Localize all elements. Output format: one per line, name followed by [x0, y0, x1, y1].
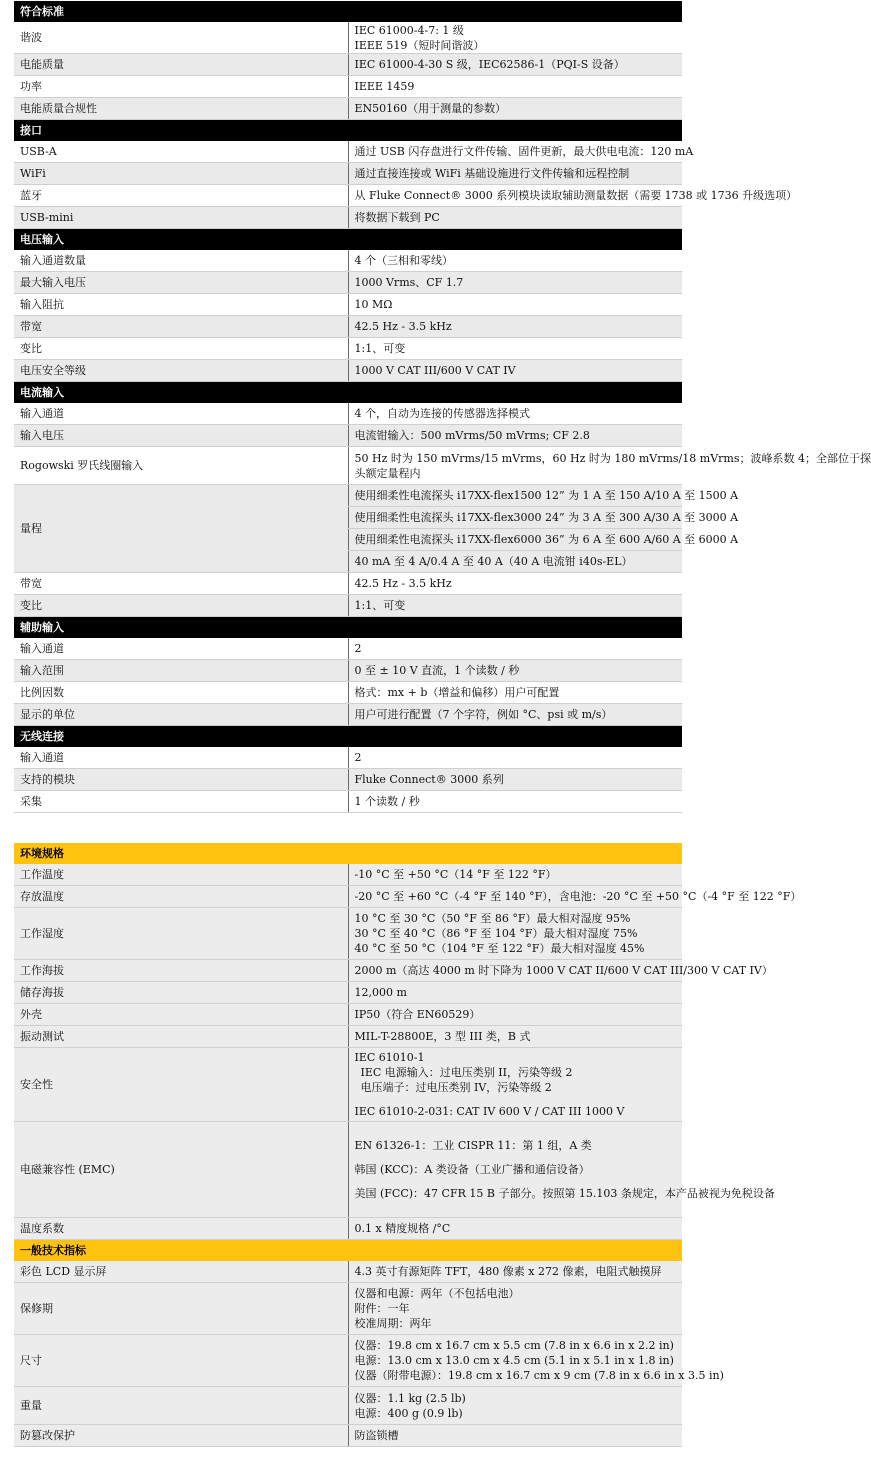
spec-value-line: 头额定量程内: [354, 466, 421, 480]
spec-value-line: 42.5 Hz - 3.5 kHz: [354, 320, 452, 333]
spec-value-line: IEC 61000-4-7: 1 级: [354, 23, 464, 37]
spec-value: [348, 1283, 682, 1335]
spec-row: [14, 747, 682, 769]
spec-label: 输入通道: [14, 747, 348, 769]
spec-row: [14, 769, 682, 791]
section-header-row: [14, 1, 682, 22]
spec-value: [348, 316, 682, 338]
spec-value: [348, 272, 682, 294]
spec-label: WiFi: [14, 163, 348, 185]
spec-row: [14, 163, 682, 185]
spec-value-line: 美国 (FCC)：47 CFR 15 B 子部分。按照第 15.103 条规定，本产品被视为免税设备: [354, 1187, 775, 1200]
spec-value: [348, 1335, 724, 1387]
spec-value: [348, 573, 682, 595]
spec-value-line: 电源：13.0 cm x 13.0 cm x 4.5 cm (5.1 in x 5.1 in x 1.8 in): [354, 1354, 674, 1367]
spec-value: [348, 76, 682, 98]
spec-value-line: 使用细柔性电流探头 i17XX-flex1500 12” 为 1 A 至 150 A/10 A 至 1500 A: [354, 489, 739, 502]
section-header-row: [14, 229, 682, 251]
spec-label: 量程: [14, 485, 348, 573]
spec-row: [14, 1122, 682, 1218]
spec-label: 带宽: [14, 316, 348, 338]
spec-label: 彩色 LCD 显示屏: [14, 1261, 348, 1283]
spec-label: USB-mini: [14, 207, 348, 229]
spec-value: [348, 163, 682, 185]
spec-label: 支持的模块: [14, 769, 348, 791]
spec-value-line: 仪器：19.8 cm x 16.7 cm x 5.5 cm (7.8 in x 6.6 in x 2.2 in): [354, 1339, 674, 1352]
spec-value-line: IEEE 519（短时间谐波）: [354, 38, 485, 52]
spec-label: 保修期: [14, 1283, 348, 1335]
spec-table-general: [14, 843, 802, 1447]
spec-label: 带宽: [14, 573, 348, 595]
spec-value-line: IEC 61000-4-30 S 级，IEC62586-1（PQI-S 设备）: [354, 58, 625, 71]
section-header-row: [14, 726, 682, 748]
spec-value-line: -20 °C 至 +60 °C（-4 °F 至 140 °F），含电池：-20 °C 至 +50 °C（-4 °F 至 122 °F）: [354, 890, 802, 903]
spec-value-line: 韩国 (KCC)：A 类设备（工业广播和通信设备）: [354, 1163, 590, 1176]
spec-value: [348, 1261, 682, 1283]
spec-value-line: 0.1 x 精度规格 /°C: [354, 1222, 451, 1235]
spec-value-line: 1:1、可变: [354, 342, 406, 355]
spec-value: [348, 207, 682, 229]
spacer: [355, 1095, 677, 1104]
spec-value-line: 12,000 m: [354, 986, 407, 999]
spec-label: 工作海拔: [14, 960, 348, 982]
spec-value: [348, 704, 682, 726]
spec-value: [348, 185, 798, 207]
spec-value-line: 格式：mx + b（增益和偏移）用户可配置: [354, 686, 560, 699]
spec-value-line: 附件：一年: [354, 1302, 410, 1315]
section-title: 电流输入: [14, 382, 682, 404]
spec-value: [348, 54, 682, 76]
spec-value-line: 10 MΩ: [354, 298, 393, 311]
spec-label: 输入通道: [14, 403, 348, 425]
spec-value: [348, 338, 682, 360]
spec-value-line: 校准周期：两年: [354, 1317, 432, 1330]
spec-label: 温度系数: [14, 1218, 348, 1240]
spec-value-line: 从 Fluke Connect® 3000 系列模块读取辅助测量数据（需要 1738 或 1736 升级选项）: [354, 189, 798, 202]
spec-value: [348, 595, 682, 617]
spec-value-line: 0 至 ± 10 V 直流，1 个读数 / 秒: [354, 664, 520, 677]
spec-label: 安全性: [14, 1048, 348, 1122]
spec-row: [14, 316, 682, 338]
spec-value-line: 通过直接连接或 WiFi 基础设施进行文件传输和远程控制: [354, 167, 630, 180]
spec-label: 工作温度: [14, 864, 348, 886]
spec-label: 最大输入电压: [14, 272, 348, 294]
spec-label: 显示的单位: [14, 704, 348, 726]
spec-value-line: 30 °C 至 40 °C（86 °F 至 104 °F）最大相对湿度 75%: [354, 927, 638, 940]
spec-value-line: 1:1、可变: [354, 599, 406, 612]
spec-value: [348, 360, 682, 382]
spec-row: [14, 660, 682, 682]
spec-label: 外壳: [14, 1004, 348, 1026]
spec-value-line: 电流钳输入：500 mVrms/50 mVrms; CF 2.8: [354, 429, 590, 442]
spec-value-line: -10 °C 至 +50 °C（14 °F 至 122 °F）: [354, 868, 557, 881]
spec-row: [14, 1026, 682, 1048]
spec-value-line: 42.5 Hz - 3.5 kHz: [354, 577, 452, 590]
spec-label: 电压安全等级: [14, 360, 348, 382]
spec-row: [14, 54, 682, 76]
spec-value: [348, 1387, 682, 1425]
spec-value: [348, 747, 682, 769]
spec-row: [14, 485, 682, 507]
spec-row: [14, 682, 682, 704]
spec-value-line: IEC 61010-1: [354, 1051, 425, 1064]
spec-value-line: 40 °C 至 50 °C（104 °F 至 122 °F）最大相对湿度 45%: [354, 942, 645, 955]
section-title: 辅助输入: [14, 617, 682, 639]
spec-row: [14, 908, 682, 960]
spec-row: [14, 338, 682, 360]
section-title: 无线连接: [14, 726, 682, 748]
spec-row: [14, 1004, 682, 1026]
spec-value-line: IEC 电源输入：过电压类别 II，污染等级 2: [360, 1066, 573, 1079]
section-title: 一般技术指标: [14, 1240, 682, 1262]
spec-label: 功率: [14, 76, 348, 98]
spec-value: [348, 660, 682, 682]
spec-value-line: 1 个读数 / 秒: [354, 795, 420, 808]
spec-label: 电磁兼容性 (EMC): [14, 1122, 348, 1218]
spec-value: [348, 982, 682, 1004]
spec-label: 存放温度: [14, 886, 348, 908]
spec-value-line: 电压端子：过电压类别 IV，污染等级 2: [360, 1081, 552, 1094]
spec-label: 电能质量合规性: [14, 98, 348, 120]
spec-value: [348, 98, 682, 120]
spec-row: [14, 1048, 682, 1122]
section-title: 符合标准: [14, 1, 682, 22]
spec-label: USB-A: [14, 141, 348, 163]
spec-label: 工作湿度: [14, 908, 348, 960]
section-title: 接口: [14, 120, 682, 142]
spec-row: [14, 360, 682, 382]
section-header-row: [14, 617, 682, 639]
spec-value-line: 使用细柔性电流探头 i17XX-flex3000 24” 为 3 A 至 300 A/30 A 至 3000 A: [354, 511, 739, 524]
spec-row: [14, 595, 682, 617]
spec-value-line: 1000 V CAT III/600 V CAT IV: [354, 364, 516, 377]
spec-value-line: 仪器和电源：两年（不包括电池）: [354, 1287, 520, 1300]
spec-value-line: EN 61326-1：工业 CISPR 11：第 1 组，A 类: [354, 1139, 592, 1152]
spec-value-line: 4 个，自动为连接的传感器选择模式: [354, 407, 530, 420]
spec-row: [14, 22, 682, 54]
spec-value: [348, 864, 682, 886]
spec-label: 电能质量: [14, 54, 348, 76]
spec-label: 输入范围: [14, 660, 348, 682]
spec-label: 输入电压: [14, 425, 348, 447]
spacer: [355, 1177, 677, 1186]
spec-row: [14, 447, 682, 485]
spacer: [355, 1153, 677, 1162]
spec-table-electrical: [14, 1, 871, 813]
spec-value: [348, 908, 682, 960]
spec-label: 谐波: [14, 22, 348, 54]
spec-value-line: IEEE 1459: [354, 80, 415, 93]
spec-row: [14, 1261, 682, 1283]
spec-value-line: 40 mA 至 4 A/0.4 A 至 40 A（40 A 电流钳 i40s-EL）: [354, 555, 633, 568]
spec-value-line: 50 Hz 时为 150 mVrms/15 mVrms，60 Hz 时为 180 mVrms/18 mVrms；波峰系数 4；全部位于探: [354, 451, 871, 465]
spec-row: [14, 76, 682, 98]
spec-label: Rogowski 罗氏线圈输入: [14, 447, 348, 485]
spec-value: [348, 791, 682, 813]
spec-label: 变比: [14, 338, 348, 360]
spec-value-line: 使用细柔性电流探头 i17XX-flex6000 36” 为 6 A 至 600 A/60 A 至 6000 A: [354, 533, 739, 546]
spec-value: [348, 769, 682, 791]
spec-value-line: 2: [354, 751, 362, 764]
spec-row: [14, 982, 682, 1004]
spec-row: [14, 1335, 682, 1387]
spec-value-line: 将数据下载到 PC: [354, 211, 440, 224]
spec-value: [348, 250, 682, 272]
spec-label: 采集: [14, 791, 348, 813]
spec-label: 储存海拔: [14, 982, 348, 1004]
spec-label: 防篡改保护: [14, 1425, 348, 1447]
spec-row: [14, 704, 682, 726]
spec-row: [14, 141, 682, 163]
spec-label: 输入阻抗: [14, 294, 348, 316]
spec-value-line: 2: [354, 642, 362, 655]
section-title: 环境规格: [14, 843, 682, 864]
spec-value: [348, 960, 773, 982]
spec-value: [348, 682, 682, 704]
spec-row: [14, 1218, 682, 1240]
spec-label: 输入通道数量: [14, 250, 348, 272]
spec-value: [348, 22, 682, 54]
spec-value-line: 防盗锁槽: [354, 1429, 399, 1442]
spec-value-line: EN50160（用于测量的参数）: [354, 102, 507, 115]
spec-value: [348, 1026, 682, 1048]
spec-value-line: 1000 Vrms、CF 1.7: [354, 276, 464, 289]
spec-label: 蓝牙: [14, 185, 348, 207]
spec-row: [14, 1387, 682, 1425]
spec-value-line: 4 个（三相和零线）: [354, 254, 453, 267]
spec-value: [348, 551, 682, 573]
spec-value-line: 4.3 英寸有源矩阵 TFT，480 像素 x 272 像素，电阻式触摸屏: [354, 1265, 662, 1278]
section-header-row: [14, 382, 682, 404]
spec-row: [14, 250, 682, 272]
spec-label: 重量: [14, 1387, 348, 1425]
spec-label: 变比: [14, 595, 348, 617]
spec-value: [348, 141, 694, 163]
spec-row: [14, 425, 682, 447]
spec-value: [348, 1004, 682, 1026]
spec-row: [14, 403, 682, 425]
spec-row: [14, 207, 682, 229]
spec-value-line: IP50（符合 EN60529）: [354, 1008, 481, 1021]
spec-value-line: IEC 61010-2-031: CAT IV 600 V / CAT III 1000 V: [354, 1105, 625, 1118]
spec-value: [348, 485, 739, 507]
spec-value: [348, 403, 682, 425]
spec-value: [348, 507, 739, 529]
spec-row: [14, 294, 682, 316]
spec-value-line: 2000 m（高达 4000 m 时下降为 1000 V CAT II/600 V CAT III/300 V CAT IV）: [354, 964, 773, 977]
spec-value-line: 电源：400 g (0.9 lb): [354, 1406, 463, 1420]
spec-value: [348, 529, 739, 551]
spec-row: [14, 960, 682, 982]
spec-value-line: 通过 USB 闪存盘进行文件传输、固件更新，最大供电电流：120 mA: [354, 145, 694, 158]
section-header-row: [14, 1240, 682, 1262]
spec-row: [14, 1283, 682, 1335]
spec-row: [14, 638, 682, 660]
section-header-row: [14, 843, 682, 864]
spec-row: [14, 864, 682, 886]
spec-row: [14, 272, 682, 294]
spec-value: [348, 1218, 682, 1240]
spec-row: [14, 573, 682, 595]
spec-row: [14, 185, 682, 207]
spec-value-line: 用户可进行配置（7 个字符，例如 °C、psi 或 m/s）: [354, 708, 613, 721]
spec-value: [348, 425, 682, 447]
spec-value-line: 10 °C 至 30 °C（50 °F 至 86 °F）最大相对湿度 95%: [354, 912, 631, 925]
spec-row: [14, 1425, 682, 1447]
spec-value-line: MIL-T-28800E，3 型 III 类，B 式: [354, 1030, 531, 1043]
spec-value: [348, 638, 682, 660]
spec-row: [14, 886, 682, 908]
spec-row: [14, 98, 682, 120]
section-header-row: [14, 120, 682, 142]
spec-value: [348, 1048, 682, 1122]
spec-label: 输入通道: [14, 638, 348, 660]
spec-value: [348, 294, 682, 316]
spec-label: 尺寸: [14, 1335, 348, 1387]
spec-value: [348, 447, 871, 485]
spec-value: [348, 886, 802, 908]
spec-label: 振动测试: [14, 1026, 348, 1048]
section-title: 电压输入: [14, 229, 682, 251]
spec-value: [348, 1122, 775, 1218]
spec-value-line: 仪器：1.1 kg (2.5 lb): [354, 1391, 466, 1405]
spec-value-line: 仪器（附带电源）：19.8 cm x 16.7 cm x 9 cm (7.8 in x 6.6 in x 3.5 in): [354, 1369, 724, 1382]
spec-row: [14, 791, 682, 813]
spec-label: 比例因数: [14, 682, 348, 704]
spec-value-line: Fluke Connect® 3000 系列: [354, 773, 504, 786]
spec-value: [348, 1425, 682, 1447]
